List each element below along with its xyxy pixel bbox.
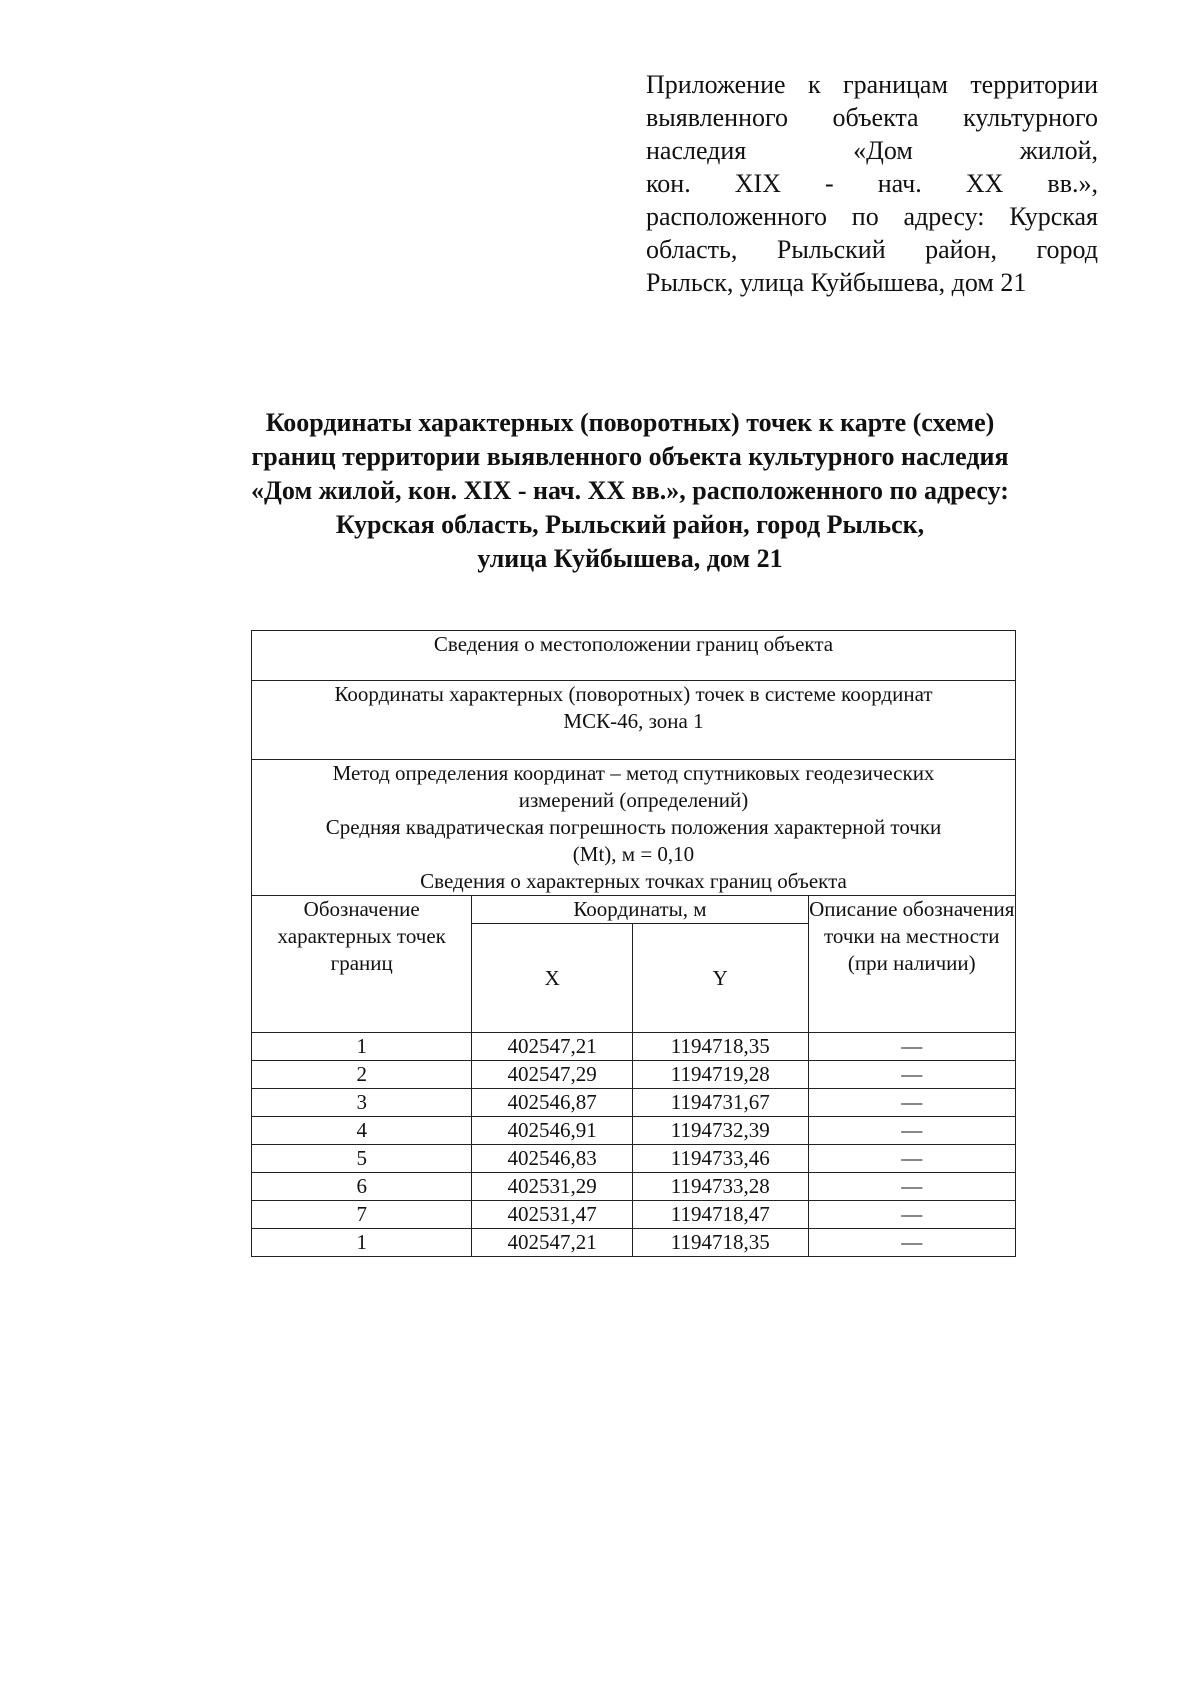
x-cell: 402546,83 [472, 1145, 633, 1173]
appendix-line: кон. XIX - нач. XX вв.», [646, 169, 1098, 198]
appendix-note [646, 68, 1098, 299]
coordinate-system-line: Координаты характерных (поворотных) точек в системе координат [334, 682, 933, 706]
x-cell: 402531,47 [472, 1201, 633, 1229]
method-line: (Mt), м = 0,10 [572, 842, 695, 866]
x-cell: 402547,29 [472, 1061, 633, 1089]
appendix-line: Приложение к границам территории [646, 70, 1098, 99]
y-cell: 1194733,28 [632, 1173, 808, 1201]
document-title [180, 406, 1080, 576]
point-cell: 1 [252, 1229, 472, 1257]
y-cell: 1194718,47 [632, 1201, 808, 1229]
table-header-coordinate-system [252, 681, 1016, 760]
method-line: Средняя квадратическая погрешность положения характерной точки [325, 815, 942, 839]
title-line: Координаты характерных (поворотных) точек к карте (схеме) [265, 408, 995, 437]
title-line: «Дом жилой, кон. XIX - нач. XX вв.», расположенного по адресу: [251, 476, 1009, 505]
x-cell: 402531,29 [472, 1173, 633, 1201]
col-header-y: Y [632, 924, 808, 1033]
y-cell: 1194732,39 [632, 1117, 808, 1145]
point-cell: 5 [252, 1145, 472, 1173]
table-row [252, 1089, 1016, 1117]
table-row [252, 1201, 1016, 1229]
point-cell: 4 [252, 1117, 472, 1145]
description-cell: — [808, 1033, 1015, 1061]
point-cell: 6 [252, 1173, 472, 1201]
col-header-x: X [472, 924, 633, 1033]
y-cell: 1194718,35 [632, 1229, 808, 1257]
title-line: улица Куйбышева, дом 21 [477, 544, 783, 573]
table-row [252, 1117, 1016, 1145]
y-cell: 1194718,35 [632, 1033, 808, 1061]
y-cell: 1194719,28 [632, 1061, 808, 1089]
x-cell: 402546,87 [472, 1089, 633, 1117]
title-line: границ территории выявленного объекта культурного наследия [251, 442, 1009, 471]
coordinates-table [251, 630, 1016, 1257]
x-cell: 402547,21 [472, 1229, 633, 1257]
table-row [252, 1145, 1016, 1173]
y-cell: 1194731,67 [632, 1089, 808, 1117]
x-cell: 402546,91 [472, 1117, 633, 1145]
appendix-line: расположенного по адресу: Курская [646, 202, 1098, 231]
description-cell: — [808, 1145, 1015, 1173]
col-header-description: Описание обозначения точки на местности (при наличии) [808, 896, 1015, 1033]
col-header-coordinates: Координаты, м [472, 896, 808, 924]
point-cell: 1 [252, 1033, 472, 1061]
appendix-line: область, Рыльский район, город [646, 235, 1098, 264]
description-cell: — [808, 1117, 1015, 1145]
method-line: Метод определения координат – метод спутниковых геодезических [332, 761, 935, 785]
col-header-point: Обозначение характерных точек границ [252, 896, 472, 1033]
point-cell: 2 [252, 1061, 472, 1089]
coordinate-system-line: МСК-46, зона 1 [563, 709, 704, 733]
title-line: Курская область, Рыльский район, город Рыльск, [335, 510, 925, 539]
description-cell: — [808, 1061, 1015, 1089]
table-row [252, 1173, 1016, 1201]
point-cell: 3 [252, 1089, 472, 1117]
appendix-line: наследия «Дом жилой, [646, 136, 1098, 165]
description-cell: — [808, 1229, 1015, 1257]
description-cell: — [808, 1201, 1015, 1229]
method-line: Сведения о характерных точках границ объекта [420, 869, 847, 893]
description-cell: — [808, 1089, 1015, 1117]
table-row [252, 1033, 1016, 1061]
y-cell: 1194733,46 [632, 1145, 808, 1173]
point-cell: 7 [252, 1201, 472, 1229]
x-cell: 402547,21 [472, 1033, 633, 1061]
method-line: измерений (определений) [518, 788, 749, 812]
appendix-line: Рыльск, улица Куйбышева, дом 21 [646, 268, 1027, 297]
appendix-line: выявленного объекта культурного [646, 103, 1098, 132]
table-header-location: Сведения о местоположении границ объекта [252, 631, 1016, 681]
table-header-method [252, 760, 1016, 896]
table-row [252, 1061, 1016, 1089]
description-cell: — [808, 1173, 1015, 1201]
table-row [252, 1229, 1016, 1257]
